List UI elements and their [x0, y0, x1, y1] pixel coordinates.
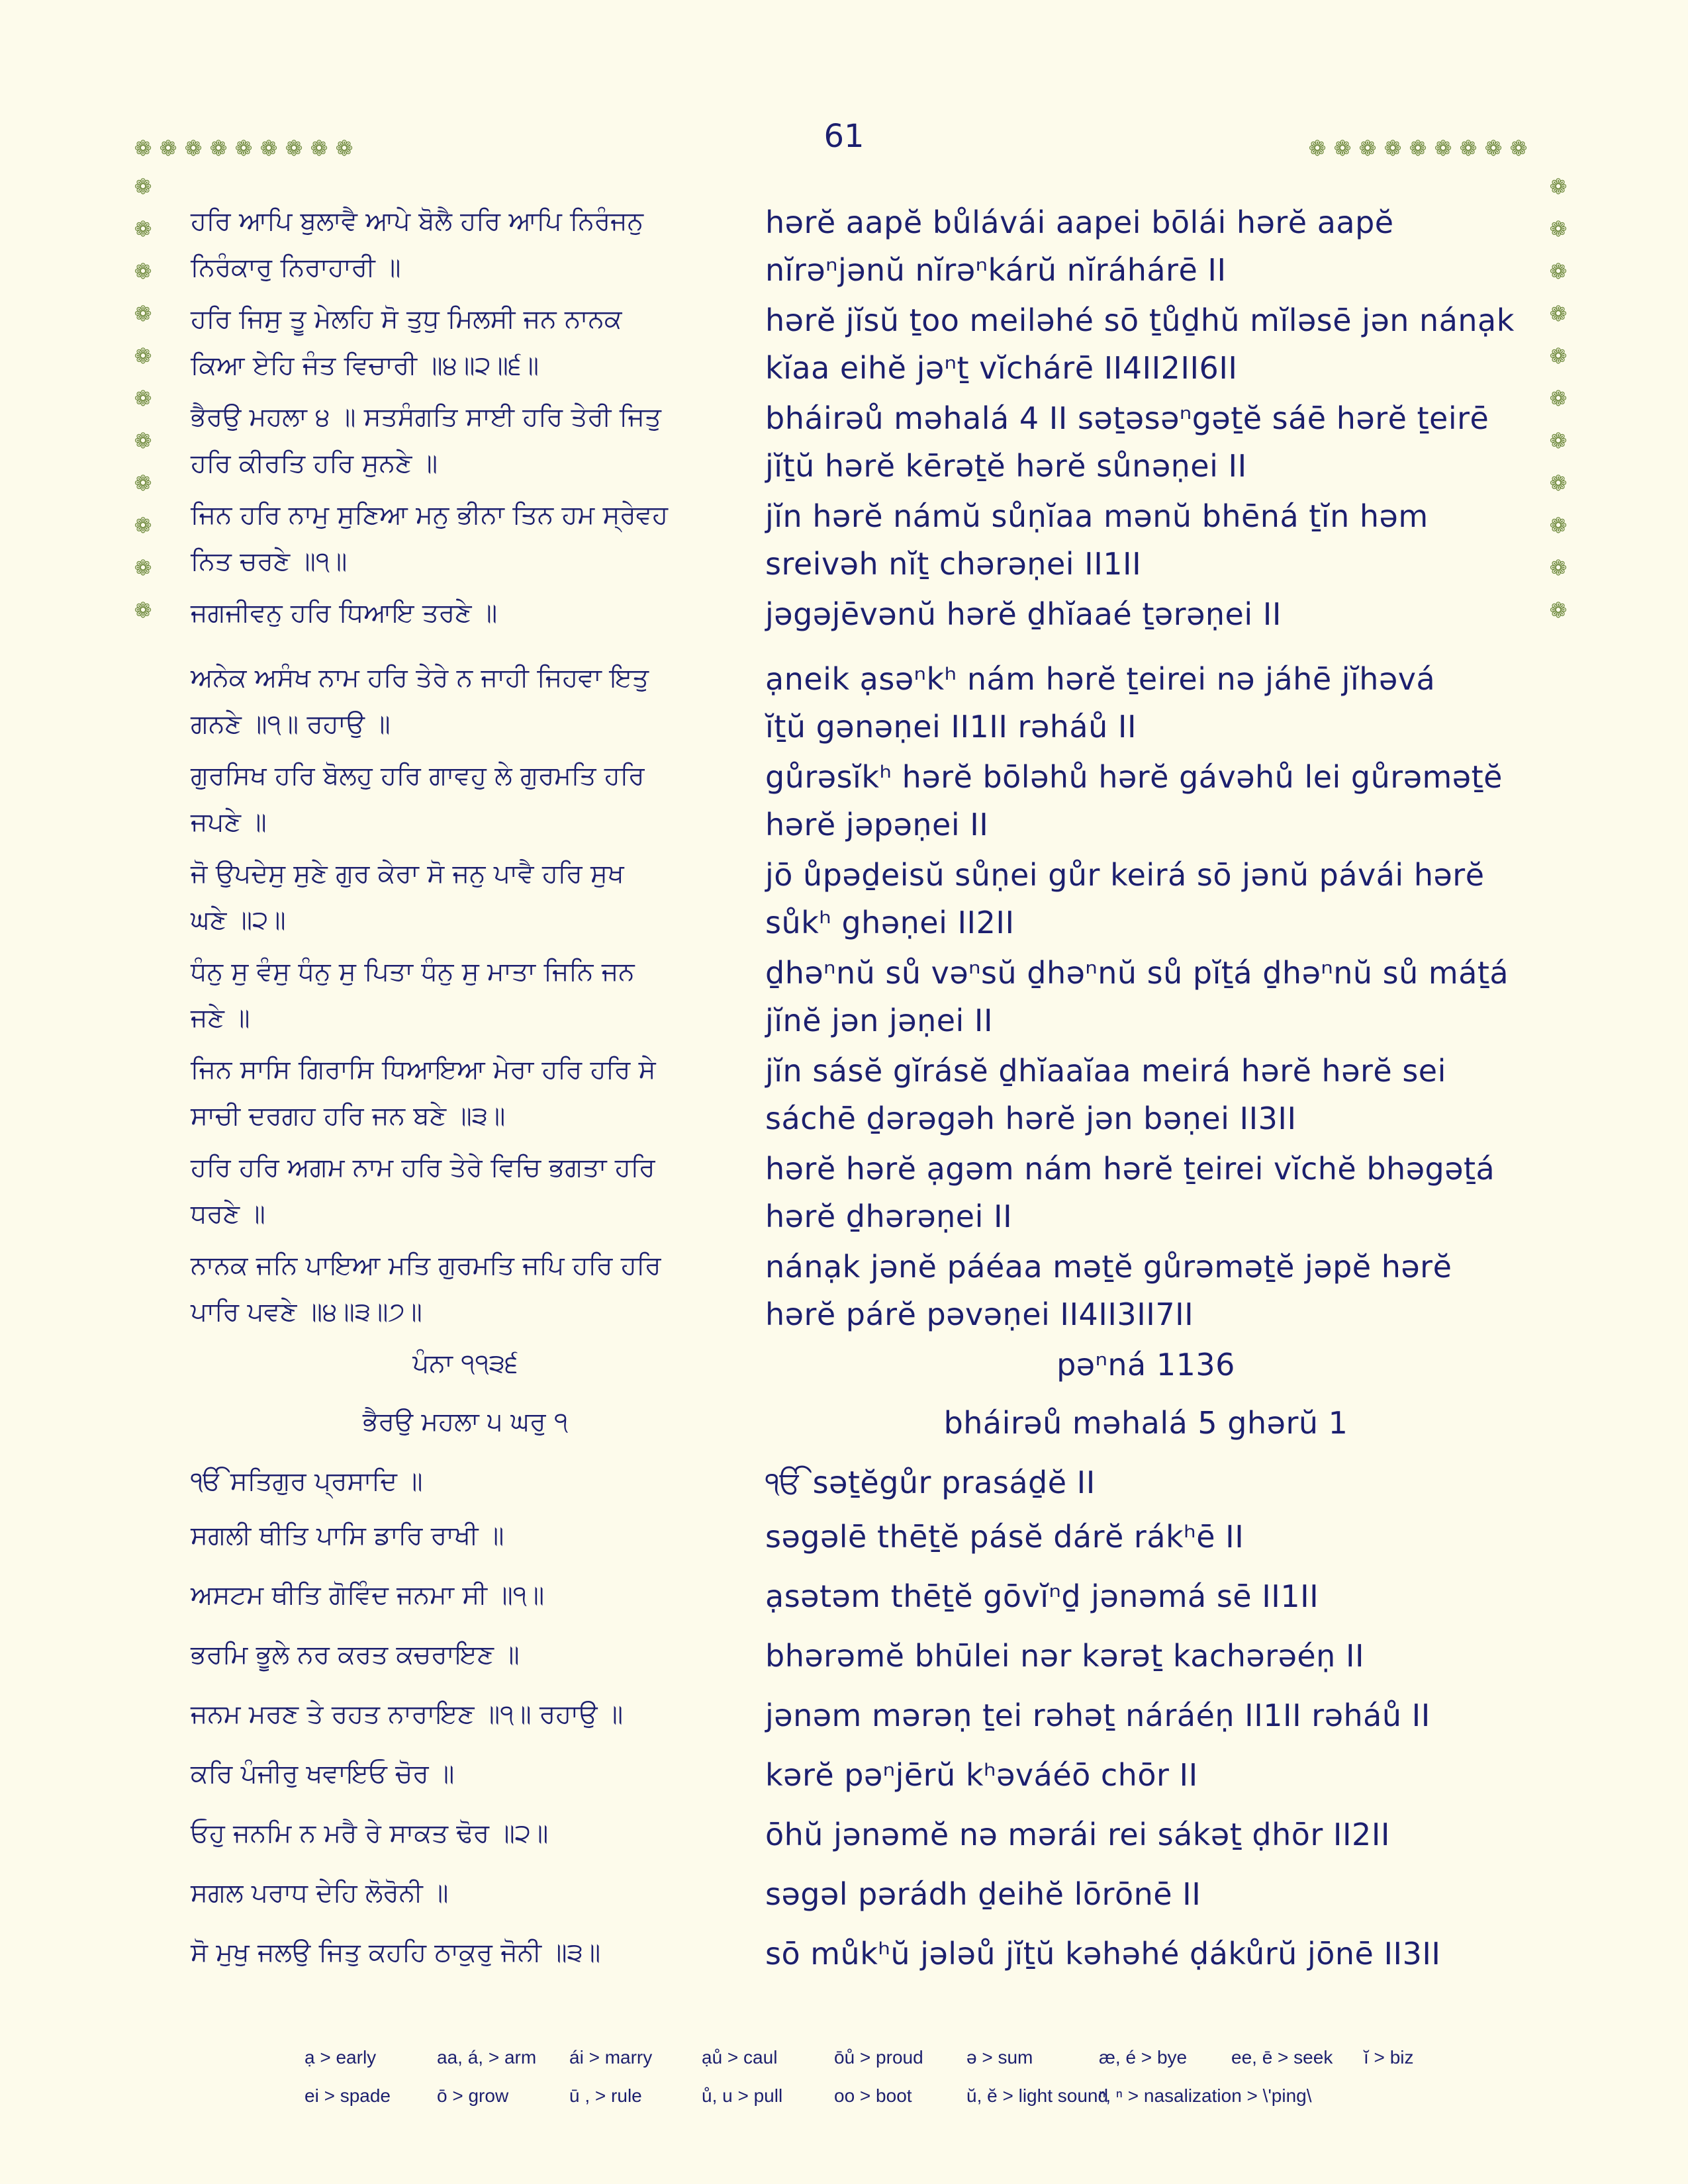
ornament-top-left: [131, 136, 356, 163]
gurmukhi-text: ਜਿਨ ਸਾਸਿ ਗਿਰਾਸਿ ਧਿਆਇਆ ਮੇਰਾ ਹਰਿ ਹਰਿ ਸੇ ਸਾਚੀ ਦਰਗਹ ਹਰਿ ਜਨ ਬਣੇ ॥੩॥: [191, 1055, 656, 1131]
verse-row: [0, 492, 1688, 588]
gurmukhi-text: ਸਗਲ ਪਰਾਧ ਦੇਹਿ ਲੋਰੋਨੀ ॥: [191, 1878, 449, 1908]
gurmukhi-text: ਹਰਿ ਆਪਿ ਬੁਲਾਵੈ ਆਪੇ ਬੋਲੈ ਹਰਿ ਆਪਿ ਨਿਰੰਜਨੁ ਨਿਰੰਕਾਰੁ ਨਿਰਾਹਾਰੀ ॥: [191, 206, 643, 283]
flower-ornament-icon: ❁: [1549, 471, 1568, 496]
gurmukhi-text: ਸੋ ਮੁਖੁ ਜਲਉ ਜਿਤੁ ਕਹਹਿ ਠਾਕੁਰੁ ਜੋਨੀ ॥੩॥: [191, 1938, 601, 1968]
flower-ornament-icon: ❁: [1333, 136, 1352, 161]
flower-ornament-icon: ❁: [1549, 343, 1568, 369]
transliteration-text: jĭn hərĕ námŭ sůṇĭaa mənŭ bhēná ṯĭn həm sreivəh nĭṯ chərəṇei II1II: [765, 498, 1429, 582]
flower-ornament-icon: ❁: [1549, 259, 1568, 284]
verse-row: [0, 949, 1688, 1045]
transliteration-text: jəgəjēvənŭ hərĕ ḏhĭaaé ṯərəṇei II: [765, 596, 1282, 632]
verse-row: [0, 1751, 1688, 1805]
verse-row: [0, 1341, 1688, 1395]
flower-ornament-icon: ❁: [1549, 174, 1568, 199]
transliteration-text: hərĕ aapĕ bůlávái aapei bōlái hərĕ aapĕ nĭrəⁿjənŭ nĭrəⁿkárŭ nĭráhárē II: [765, 205, 1394, 288]
verse-row: [0, 1243, 1688, 1339]
transliteration-text: ōhŭ jənəmĕ nə mərái rei sákəṯ ḍhōr II2II: [765, 1817, 1390, 1852]
legend-item: ạů > caul: [702, 2047, 778, 2068]
flower-ornament-icon: ❁: [1308, 136, 1327, 161]
legend-item: ə > sum: [966, 2047, 1033, 2068]
flower-ornament-icon: ❁: [159, 136, 177, 161]
verse-row: [0, 1459, 1688, 1513]
legend-item: oo > boot: [834, 2085, 912, 2106]
gurmukhi-text: ਭਰਮਿ ਭੂਲੇ ਨਰ ਕਰਤ ਕਚਰਾਇਣ ॥: [191, 1640, 520, 1670]
flower-ornament-icon: ❁: [1549, 301, 1568, 326]
flower-ornament-icon: ❁: [1358, 136, 1377, 161]
verse-row: [0, 655, 1688, 751]
gurmukhi-text: ਗੁਰਸਿਖ ਹਰਿ ਬੋਲਹੁ ਹਰਿ ਗਾਵਹੁ ਲੇ ਗੁਰਮਤਿ ਹਰਿ ਜਪਣੇ ॥: [191, 761, 645, 837]
transliteration-text: hərĕ jĭsŭ ṯoo meiləhé sō ṯůḏhŭ mĭləsē jən nánạk kĭaa eihĕ jəⁿṯ vĭchárē II4II2II6II: [765, 302, 1515, 386]
verse-row: [0, 1047, 1688, 1143]
pronunciation-legend: [305, 2038, 1496, 2115]
gurmukhi-text: ਜਗਜੀਵਨੁ ਹਰਿ ਧਿਆਇ ਤਰਣੇ ॥: [191, 598, 498, 628]
transliteration-text: səgəl pərádh ḏeihĕ lōrōnē II: [765, 1876, 1201, 1912]
transliteration-text: jō ůpəḏeisŭ sůṇei gůr keirá sō jənŭ pávái hərĕ sůkʰ ghəṇei II2II: [765, 857, 1485, 940]
transliteration-text: bhərəmĕ bhūlei nər kərəṯ kachərəéṇ II: [765, 1638, 1365, 1674]
flower-ornament-icon: ❁: [134, 259, 152, 284]
page-number: 61: [823, 118, 865, 155]
legend-item: ĭ > biz: [1364, 2047, 1414, 2068]
legend-row-2: [305, 2077, 1496, 2115]
verse-row: [0, 1930, 1688, 1984]
legend-item: ái > marry: [569, 2047, 653, 2068]
legend-item: æ, é > bye: [1099, 2047, 1188, 2068]
legend-row-1: [305, 2038, 1496, 2077]
flower-ornament-icon: ❁: [134, 513, 152, 538]
gurmukhi-text: ਕਰਿ ਪੰਜੀਰੁ ਖਵਾਇਓ ਚੋਰ ॥: [191, 1759, 455, 1789]
flower-ornament-icon: ❁: [209, 136, 228, 161]
transliteration-text: pəⁿná 1136: [1056, 1347, 1235, 1383]
flower-ornament-icon: ❁: [184, 136, 203, 161]
gurmukhi-text: ਨਾਨਕ ਜਨਿ ਪਾਇਆ ਮਤਿ ਗੁਰਮਤਿ ਜਪਿ ਹਰਿ ਹਰਿ ਪਾਰਿ ਪਵਣੇ ॥੪॥੩॥੭॥: [191, 1251, 661, 1327]
gurmukhi-text: ਭੈਰਉ ਮਹਲਾ ੪ ॥ ਸਤਸੰਗਤਿ ਸਾਈ ਹਰਿ ਤੇਰੀ ਜਿਤੁ ਹਰਿ ਕੀਰਤਿ ਹਰਿ ਸੁਨਣੇ ॥: [191, 402, 661, 478]
flower-ornament-icon: ❁: [1549, 428, 1568, 453]
transliteration-text: nánạk jənĕ páéaa məṯĕ gůrəməṯĕ jəpĕ hərĕ hərĕ párĕ pəvəṇei II4II3II7II: [765, 1249, 1452, 1332]
gurmukhi-text: ਪੰਨਾ ੧੧੩੬: [412, 1349, 518, 1379]
verse-row: [0, 590, 1688, 645]
flower-ornament-icon: ❁: [1383, 136, 1402, 161]
transliteration-text: jənəm mərəṇ ṯei rəhəṯ náráéṇ II1II rəháů II: [765, 1698, 1430, 1733]
flower-ornament-icon: ❁: [234, 136, 253, 161]
flower-ornament-icon: ❁: [1484, 136, 1503, 161]
gurmukhi-text: ਜਨਮ ਮਰਣ ਤੇ ਰਹਤ ਨਾਰਾਇਣ ॥੧॥ ਰਹਾਉ ॥: [191, 1700, 624, 1729]
gurmukhi-text: ਹਰਿ ਹਰਿ ਅਗਮ ਨਾਮ ਹਰਿ ਤੇਰੇ ਵਿਚਿ ਭਗਤਾ ਹਰਿ ਧਰਣੇ ॥: [191, 1153, 655, 1229]
transliteration-text: kərĕ pəⁿjērŭ kʰəváéō chōr II: [765, 1757, 1198, 1793]
gurmukhi-text: ਭੈਰਉ ਮਹਲਾ ੫ ਘਰੁ ੧: [362, 1407, 569, 1437]
gurmukhi-text: ਅਨੇਕ ਅਸੰਖ ਨਾਮ ਹਰਿ ਤੇਰੇ ਨ ਜਾਹੀ ਜਿਹਵਾ ਇਤੁ ਗਨਣੇ ॥੧॥ ਰਹਾਉ ॥: [191, 663, 649, 739]
legend-item: ạ > early: [305, 2047, 377, 2068]
legend-item: ōů > proud: [834, 2047, 923, 2068]
flower-ornament-icon: ❁: [134, 598, 152, 623]
flower-ornament-icon: ❁: [335, 136, 353, 161]
flower-ornament-icon: ❁: [1549, 513, 1568, 538]
verse-row: [0, 1399, 1688, 1453]
flower-ornament-icon: ❁: [134, 216, 152, 242]
transliteration-text: ạneik ạsəⁿkʰ nám hərĕ ṯeirei nə jáhē jĭhəvá ĭṯŭ gənəṇei II1II rəháů II: [765, 661, 1436, 745]
transliteration-text: sō můkʰŭ jələů jĭṯŭ kəhəhé ḍákůrŭ jōnē II3II: [765, 1936, 1441, 1972]
flower-ornament-icon: ❁: [285, 136, 303, 161]
verse-row: [0, 1692, 1688, 1746]
gurmukhi-text: ਧੰਨੁ ਸੁ ਵੰਸੁ ਧੰਨੁ ਸੁ ਪਿਤਾ ਧੰਨੁ ਸੁ ਮਾਤਾ ਜਿਨਿ ਜਨ ਜਣੇ ॥: [191, 957, 635, 1033]
gurmukhi-text: ਜਿਨ ਹਰਿ ਨਾਮੁ ਸੁਣਿਆ ਮਨੁ ਭੀਨਾ ਤਿਨ ਹਮ ਸ੍ਰੇਵਹ ਨਿਤ ਚਰਣੇ ॥੧॥: [191, 500, 669, 576]
flower-ornament-icon: ❁: [1549, 555, 1568, 580]
legend-item: ⁿ, ⁿ > nasalization > \'ping\: [1099, 2085, 1312, 2106]
flower-ornament-icon: ❁: [134, 136, 152, 161]
legend-item: ŭ, ĕ > light sound: [966, 2085, 1109, 2106]
flower-ornament-icon: ❁: [134, 471, 152, 496]
verse-row: [0, 753, 1688, 849]
transliteration-text: bháirəů məhalá 4 II səṯəsəⁿgəṯĕ sáē hərĕ ṯeirē jĭṯŭ hərĕ kērəṯĕ hərĕ sůnəṇei II: [765, 400, 1489, 484]
flower-ornament-icon: ❁: [134, 343, 152, 369]
gurmukhi-text: ਹਰਿ ਜਿਸੁ ਤੂ ਮੇਲਹਿ ਸੋ ਤੁਧੁ ਮਿਲਸੀ ਜਨ ਨਾਨਕ ਕਿਆ ਏਹਿ ਜੰਤ ਵਿਚਾਰੀ ॥੪॥੨॥੬॥: [191, 304, 622, 381]
flower-ornament-icon: ❁: [1434, 136, 1452, 161]
transliteration-text: ḏhəⁿnŭ sů vəⁿsŭ ḏhəⁿnŭ sů pĭṯá ḏhəⁿnŭ sů máṯá jĭnĕ jən jəṇei II: [765, 955, 1509, 1038]
verse-row: [0, 1632, 1688, 1686]
legend-item: aa, á, > arm: [437, 2047, 537, 2068]
transliteration-text: səgəlē thēṯĕ pásĕ dárĕ rákʰē II: [765, 1519, 1244, 1555]
verse-row: [0, 394, 1688, 490]
gurmukhi-text: ੴ ਸਤਿਗੁਰ ਪ੍ਰਸਾਦਿ ॥: [191, 1467, 423, 1496]
legend-item: ee, ē > seek: [1231, 2047, 1333, 2068]
legend-item: ū , > rule: [569, 2085, 642, 2106]
verse-row: [0, 1870, 1688, 1925]
transliteration-text: bháirəů məhalá 5 ghərŭ 1: [943, 1405, 1348, 1441]
flower-ornament-icon: ❁: [1459, 136, 1477, 161]
gurmukhi-text: ਓਹੁ ਜਨਮਿ ਨ ਮਰੈ ਰੇ ਸਾਕਤ ਢੋਰ ॥੨॥: [191, 1819, 549, 1848]
flower-ornament-icon: ❁: [1549, 216, 1568, 242]
gurmukhi-text: ਸਗਲੀ ਥੀਤਿ ਪਾਸਿ ਡਾਰਿ ਰਾਖੀ ॥: [191, 1521, 504, 1551]
legend-item: ō > grow: [437, 2085, 509, 2106]
legend-item: ei > spade: [305, 2085, 391, 2106]
verse-row: [0, 199, 1688, 295]
transliteration-text: jĭn sásĕ gĭrásĕ ḏhĭaaĭaa meirá hərĕ hərĕ sei sáchē ḏərəgəh hərĕ jən bəṇei II3II: [765, 1053, 1446, 1136]
ornament-top-right: [1305, 136, 1530, 163]
legend-item: ů, u > pull: [702, 2085, 783, 2106]
verse-row: [0, 296, 1688, 392]
flower-ornament-icon: ❁: [134, 428, 152, 453]
flower-ornament-icon: ❁: [310, 136, 328, 161]
flower-ornament-icon: ❁: [134, 174, 152, 199]
transliteration-text: hərĕ hərĕ ạgəm nám hərĕ ṯeirei vĭchĕ bhəgəṯá hərĕ ḏhərəṇei II: [765, 1151, 1495, 1234]
flower-ornament-icon: ❁: [134, 301, 152, 326]
verse-row: [0, 1145, 1688, 1241]
verse-row: [0, 1811, 1688, 1865]
gurmukhi-text: ਜੋ ਉਪਦੇਸੁ ਸੁਣੇ ਗੁਰ ਕੇਰਾ ਸੋ ਜਨੁ ਪਾਵੈ ਹਰਿ ਸੁਖ ਘਣੇ ॥੨॥: [191, 859, 624, 935]
flower-ornament-icon: ❁: [1409, 136, 1427, 161]
verse-row: [0, 851, 1688, 947]
flower-ornament-icon: ❁: [259, 136, 278, 161]
flower-ornament-icon: ❁: [1509, 136, 1528, 161]
flower-ornament-icon: ❁: [134, 386, 152, 411]
transliteration-text: ੴ səṯĕgůr prasáḏĕ II: [765, 1465, 1096, 1500]
transliteration-text: gůrəsĭkʰ hərĕ bōləhů hərĕ gávəhů lei gůrəməṯĕ hərĕ jəpəṇei II: [765, 759, 1503, 842]
flower-ornament-icon: ❁: [134, 555, 152, 580]
flower-ornament-icon: ❁: [1549, 386, 1568, 411]
flower-ornament-icon: ❁: [1549, 598, 1568, 623]
verse-row: [0, 1572, 1688, 1627]
verse-row: [0, 1513, 1688, 1567]
transliteration-text: ạsətəm thēṯĕ gōvĭⁿḏ jənəmá sē II1II: [765, 1578, 1319, 1614]
gurmukhi-text: ਅਸਟਮ ਥੀਤਿ ਗੋਵਿੰਦ ਜਨਮਾ ਸੀ ॥੧॥: [191, 1580, 545, 1610]
